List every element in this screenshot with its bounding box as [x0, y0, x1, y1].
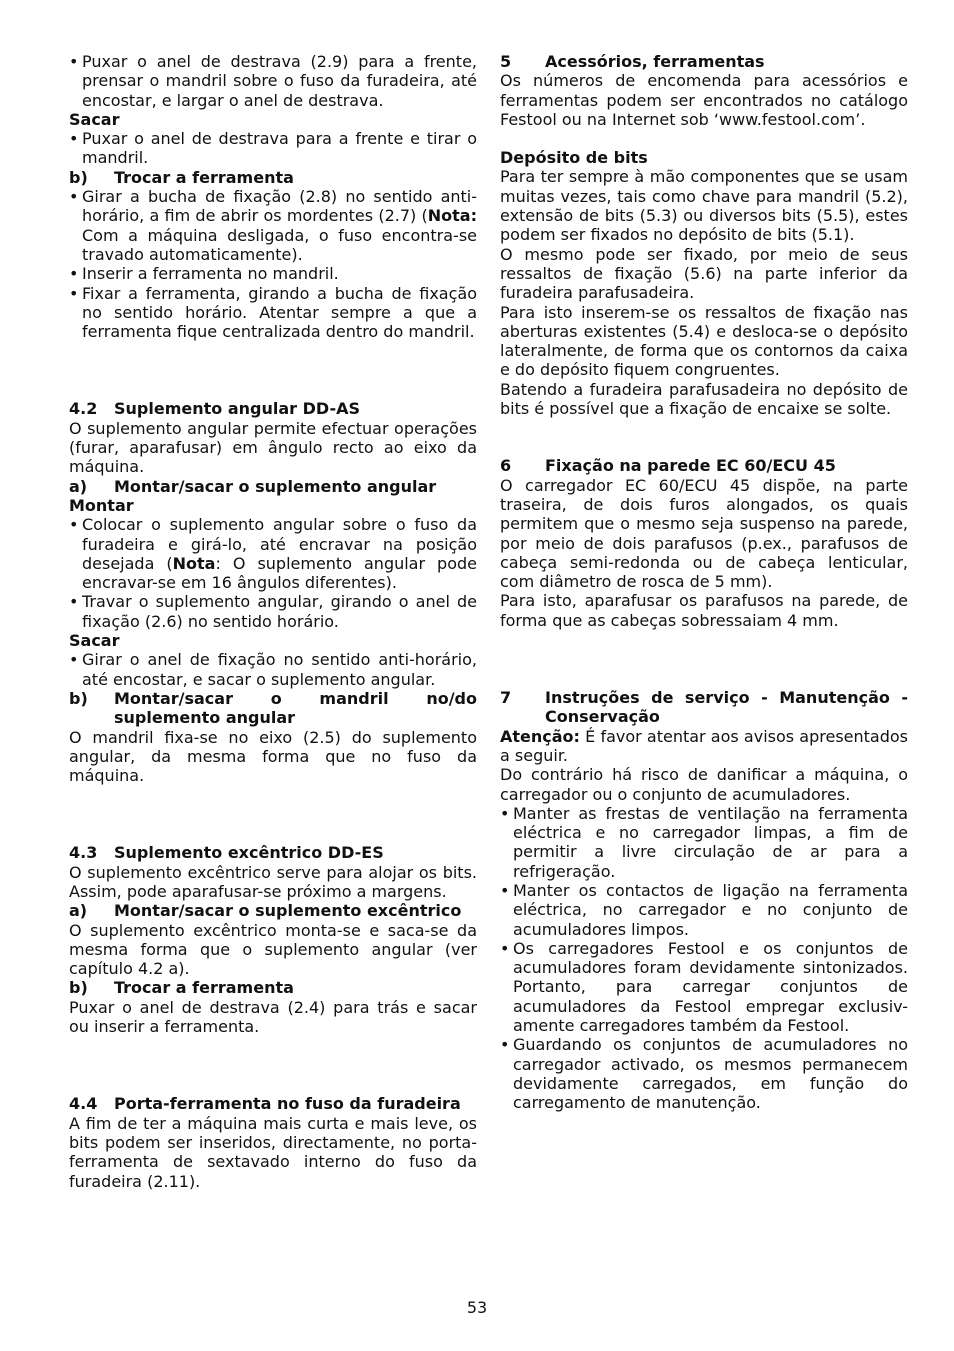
paragraph: Do contrário há risco de danificar a máquina, o carregador ou o conjunto de acumuladores. — [500, 765, 908, 804]
list-item: • Puxar o anel de destrava para a frente e tirar o mandril. — [69, 129, 477, 168]
subheading-trocar-ferramenta: b) Trocar a ferramenta — [69, 978, 294, 998]
list-item: • Os carregadores Festool e os conjuntos de acumuladores foram devidamente sintonizados. Portanto, para carregar conjuntos de acumuladores da Festool empregar exclusiv-amente carregadores também da Festool. — [500, 939, 908, 1035]
list-item: • Colocar o suplemento angular sobre o fuso da furadeira e girá-lo, até encravar na posição desejada (Nota: O suplemento angular pode encravar-se em 16 ângulos diferentes). — [69, 515, 477, 592]
subheading-sacar: Sacar — [69, 631, 120, 651]
subheading-sacar: Sacar — [69, 109, 120, 129]
paragraph: Para isto inserem-se os ressaltos de fixação nas aberturas existentes (5.4) e desloca-se o depósito lateralmente, de forma que os contornos da caixa e do depósito fiquem congruentes. — [500, 302, 908, 380]
section-heading-4-4: 4.4 Porta-ferramenta no fuso da furadeira — [69, 1094, 461, 1114]
list-item: • Girar o anel de fixação no sentido anti-horário, até encostar, e sacar o suplemento angular. — [69, 650, 477, 689]
paragraph: O suplemento excêntrico monta-se e saca-se da mesma forma que o suplemento angular (ver capítulo 4.2 a). — [69, 920, 477, 979]
list-item: • Manter os contactos de ligação na ferramenta eléctrica, no carregador e no conjunto de acumuladores limpos. — [500, 881, 908, 939]
paragraph: O suplemento angular permite efectuar operações (furar, aparafusar) em ângulo recto ao eixo da máquina. — [69, 418, 477, 477]
subheading-deposito-bits: Depósito de bits — [500, 148, 648, 168]
paragraph: Para isto, aparafusar os parafusos na parede, de forma que as cabeças sobressaiam 4 mm. — [500, 591, 908, 630]
section-heading-4-2: 4.2 Suplemento angular DD-AS — [69, 399, 361, 419]
left-column — [69, 52, 477, 1191]
section-heading-7: 7 Instruções de serviço - Manutenção - Conservação — [500, 688, 908, 727]
sacar-list — [69, 129, 477, 168]
paragraph: Batendo a furadeira parafusadeira no depósito de bits é possível que a fixação de encaixe se solte. — [500, 379, 908, 419]
paragraph: Para ter sempre à mão componentes que se usam muitas vezes, tais como chave para mandril (5.2), extensão de bits (5.3) ou diversos bits (5.5), estes podem ser fixados no depósito de bits (5.1). — [500, 167, 908, 245]
subheading-montar-sacar-excentrico: a) Montar/sacar o suplemento excêntrico — [69, 901, 462, 921]
maintenance-list — [500, 804, 908, 1113]
paragraph: A fim de ter a máquina mais curta e mais leve, os bits podem ser inseridos, directamente, no porta-ferramenta de sextavado interno do fuso da furadeira (2.11). — [69, 1113, 477, 1191]
list-item: • Manter as frestas de ventilação na ferramenta eléctrica e no carregador limpas, a fim de permitir a livre circulação de ar para a refrigeração. — [500, 804, 908, 881]
page-number: 53 — [466, 1298, 488, 1317]
list-item: • Fixar a ferramenta, girando a bucha de fixação no sentido horário. Atentar sempre a que a ferramenta fique centralizada dentro do mandril. — [69, 284, 477, 342]
subheading-trocar-ferramenta: b) Trocar a ferramenta — [69, 167, 294, 187]
section-heading-4-3: 4.3 Suplemento excêntrico DD-ES — [69, 843, 384, 863]
paragraph: Os números de encomenda para acessórios e ferramentas podem ser encontrados no catálogo Festool ou na Internet sob ‘www.festool.com’. — [500, 71, 908, 129]
paragraph: O mandril fixa-se no eixo (2.5) do suplemento angular, da mesma forma que no fuso da máquina. — [69, 727, 477, 786]
sacar-list — [69, 650, 477, 689]
subheading-montar: Montar — [69, 495, 134, 515]
right-column — [500, 52, 908, 1113]
list-item: • Travar o suplemento angular, girando o anel de fixação (2.6) no sentido horário. — [69, 592, 477, 631]
paragraph: O carregador EC 60/ECU 45 dispõe, na parte traseira, de dois furos alongados, os quais permitem que o mesmo seja suspenso na parede, por meio de dois parafusos (p.ex., parafusos de cabeça semi-redonda ou de cabeça lenticular, com diâmetro de rosca de 5 mm). — [500, 475, 908, 592]
montar-list — [69, 515, 477, 631]
subheading-montar-sacar-suplemento: a) Montar/sacar o suplemento angular — [69, 476, 437, 496]
paragraph: Atenção: É favor atentar aos avisos apresentados a seguir. — [500, 726, 908, 765]
list-item: • Inserir a ferramenta no mandril. — [69, 264, 477, 283]
trocar-ferramenta-list — [69, 187, 477, 341]
subheading-montar-sacar-mandril: b) Montar/sacar o mandril no/do suplemento angular — [69, 688, 477, 728]
intro-list — [69, 52, 477, 110]
list-item: • Puxar o anel de destrava (2.9) para a frente, prensar o mandril sobre o fuso da furadeira, até encostar, e largar o anel de destrava. — [69, 52, 477, 110]
paragraph: O mesmo pode ser fixado, por meio de seus ressaltos de fixação (5.6) na parte inferior da furadeira parafusadeira. — [500, 244, 908, 303]
paragraph: O suplemento excêntrico serve para alojar os bits. Assim, pode aparafusar-se próximo a margens. — [69, 862, 477, 901]
list-item: • Guardando os conjuntos de acumuladores no carregador activado, os mesmos permanecem devidamente carregados, em função do carregamento de manutenção. — [500, 1035, 908, 1112]
section-heading-6: 6 Fixação na parede EC 60/ECU 45 — [500, 456, 836, 476]
paragraph: Puxar o anel de destrava (2.4) para trás e sacar ou inserir a ferramenta. — [69, 997, 477, 1037]
section-heading-5: 5 Acessórios, ferramentas — [500, 52, 765, 71]
list-item: • Girar a bucha de fixação (2.8) no sentido anti-horário, a fim de abrir os mordentes (2.7) (Nota: Com a máquina desligada, o fuso encontra-se travado automaticamente). — [69, 187, 477, 264]
